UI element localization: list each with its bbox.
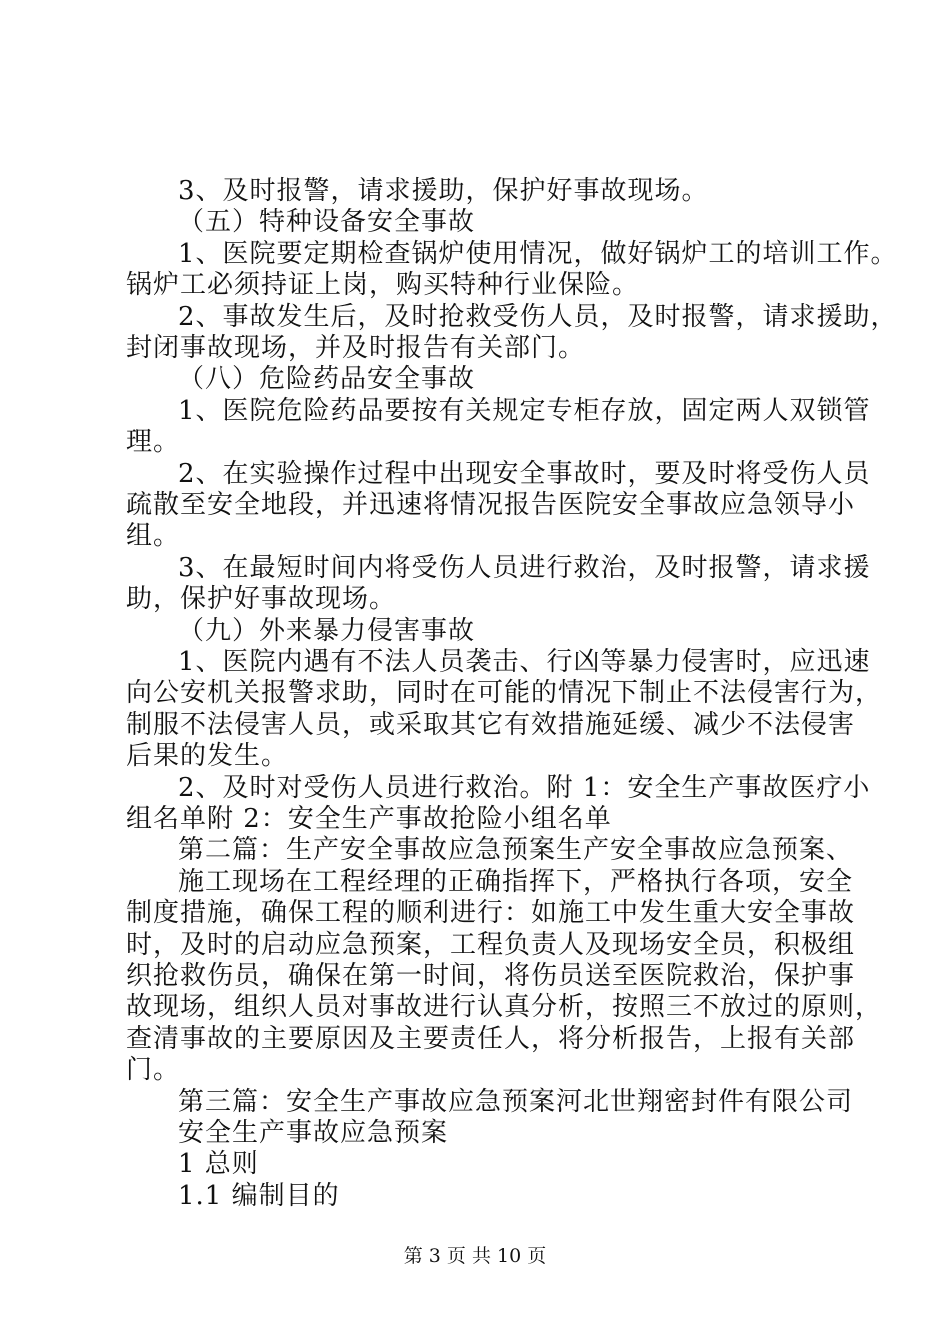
section-heading: （八）危险药品安全事故 [178,364,476,394]
text-line: 疏散至安全地段，并迅速将情况报告医院安全事故应急领导小 [126,490,856,520]
page-number-footer: 第 3 页 共 10 页 [403,1245,547,1267]
section-number-heading: 1 总则 [178,1149,259,1179]
section-heading: （五）特种设备安全事故 [178,207,476,237]
text-line: 锅炉工必须持证上岗，购买特种行业保险。 [126,270,640,300]
text-line: 1、医院要定期检查锅炉使用情况，做好锅炉工的培训工作。 [178,239,898,269]
chapter-heading: 第二篇：生产安全事故应急预案生产安全事故应急预案、 [178,835,854,865]
section-heading: （九）外来暴力侵害事故 [178,616,476,646]
text-line: 1、医院内遇有不法人员袭击、行凶等暴力侵害时，应迅速 [178,647,871,677]
text-line: 制度措施，确保工程的顺利进行：如施工中发生重大安全事故 [126,898,856,928]
text-line: 3、在最短时间内将受伤人员进行救治，及时报警，请求援 [178,553,871,583]
text-line: 查清事故的主要原因及主要责任人，将分析报告，上报有关部 [126,1024,856,1054]
text-line: 向公安机关报警求助，同时在可能的情况下制止不法侵害行为， [126,678,883,708]
text-line: 2、及时对受伤人员进行救治。附 1：安全生产事故医疗小 [178,773,871,803]
text-line: 门。 [126,1055,181,1085]
text-line: 故现场，组织人员对事故进行认真分析，按照三不放过的原则， [126,992,883,1022]
text-line: 2、事故发生后，及时抢救受伤人员，及时报警，请求援助， [178,302,898,332]
text-line: 1、医院危险药品要按有关规定专柜存放，固定两人双锁管 [178,396,871,426]
text-line: 2、在实验操作过程中出现安全事故时，要及时将受伤人员 [178,459,871,489]
text-line: 制服不法侵害人员，或采取其它有效措施延缓、减少不法侵害 [126,710,856,740]
text-line: 理。 [126,427,181,457]
text-line: 助，保护好事故现场。 [126,584,397,614]
text-line: 3、及时报警，请求援助，保护好事故现场。 [178,176,709,206]
text-line: 织抢救伤员，确保在第一时间，将伤员送至医院救治，保护事 [126,961,856,991]
text-line: 组。 [126,521,181,551]
subsection-heading: 1.1 编制目的 [178,1181,340,1211]
text-line: 施工现场在工程经理的正确指挥下，严格执行各项，安全 [178,867,854,897]
document-title: 安全生产事故应急预案 [178,1118,449,1148]
text-line: 时，及时的启动应急预案，工程负责人及现场安全员，积极组 [126,930,856,960]
text-line: 后果的发生。 [126,741,289,771]
text-line: 组名单附 2：安全生产事故抢险小组名单 [126,804,612,834]
chapter-heading: 第三篇：安全生产事故应急预案河北世翔密封件有限公司 [178,1087,854,1117]
text-line: 封闭事故现场，并及时报告有关部门。 [126,333,586,363]
